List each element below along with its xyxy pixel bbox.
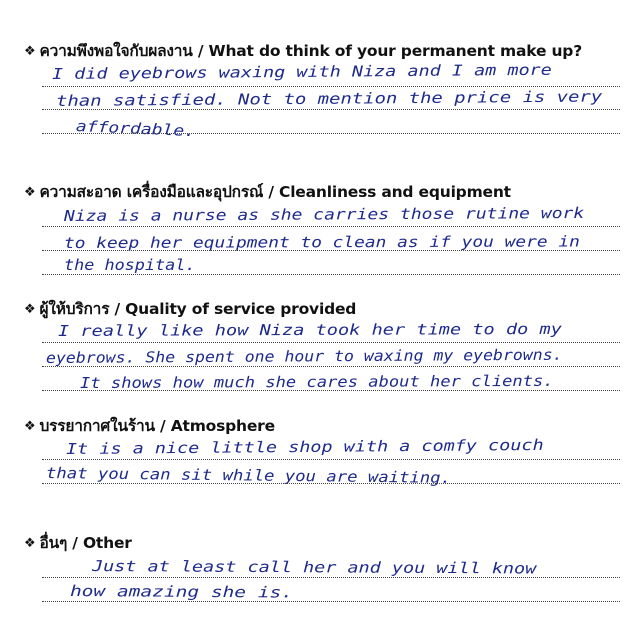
dotted-line [42, 601, 620, 602]
handwriting-line: eyebrows. She spent one hour to waxing my eyebrowns. [45, 345, 563, 367]
handwriting-line: how amazing she is. [69, 582, 294, 602]
dotted-line [42, 577, 620, 578]
heading-text: ความสะอาด เครื่องมือและอุปกรณ์ / Cleanliness and equipment [39, 183, 511, 201]
bullet-icon: ❖ [24, 419, 36, 434]
bullet-icon: ❖ [24, 302, 36, 317]
section-heading [24, 530, 132, 555]
section-heading [24, 296, 356, 321]
handwriting-line: I did eyebrows waxing with Niza and I am more [51, 60, 552, 83]
handwriting-line: the hospital. [64, 256, 196, 274]
section-heading [24, 413, 275, 438]
dotted-line [42, 133, 620, 134]
heading-text: ผู้ให้บริการ / Quality of service provided [39, 300, 357, 318]
bullet-icon: ❖ [24, 44, 36, 59]
dotted-line [42, 483, 620, 484]
handwriting-line: It shows how much she cares about her clients. [79, 371, 554, 392]
heading-text: บรรยากาศในร้าน / Atmosphere [39, 417, 275, 435]
handwriting-line: than satisfied. Not to mention the price is very [55, 87, 603, 110]
section-heading [24, 179, 511, 204]
handwriting-line: Niza is a nurse as she carries those rutine work [63, 203, 585, 225]
heading-text: ความพึงพอใจกับผลงาน / What do think of your permanent make up? [39, 42, 582, 60]
handwriting-line: affordable. [75, 117, 196, 141]
handwriting-line: that you can sit while you are waiting. [45, 464, 452, 487]
dotted-line [42, 390, 620, 391]
dotted-line [42, 459, 620, 460]
handwriting-line: I really like how Niza took her time to do my [57, 319, 562, 340]
handwriting-line: Just at least call her and you will know [91, 557, 537, 578]
bullet-icon: ❖ [24, 185, 36, 200]
dotted-line [42, 109, 620, 110]
dotted-line [42, 250, 620, 251]
heading-text: อื่นๆ / Other [39, 534, 132, 552]
dotted-line [42, 86, 620, 87]
handwriting-line: to keep her equipment to clean as if you were in [63, 232, 580, 252]
dotted-line [42, 366, 620, 367]
dotted-line [42, 274, 620, 275]
bullet-icon: ❖ [24, 536, 36, 551]
dotted-line [42, 226, 620, 227]
dotted-line [42, 342, 620, 343]
handwriting-line: It is a nice little shop with a comfy couch [65, 435, 544, 458]
section-heading [24, 38, 582, 63]
